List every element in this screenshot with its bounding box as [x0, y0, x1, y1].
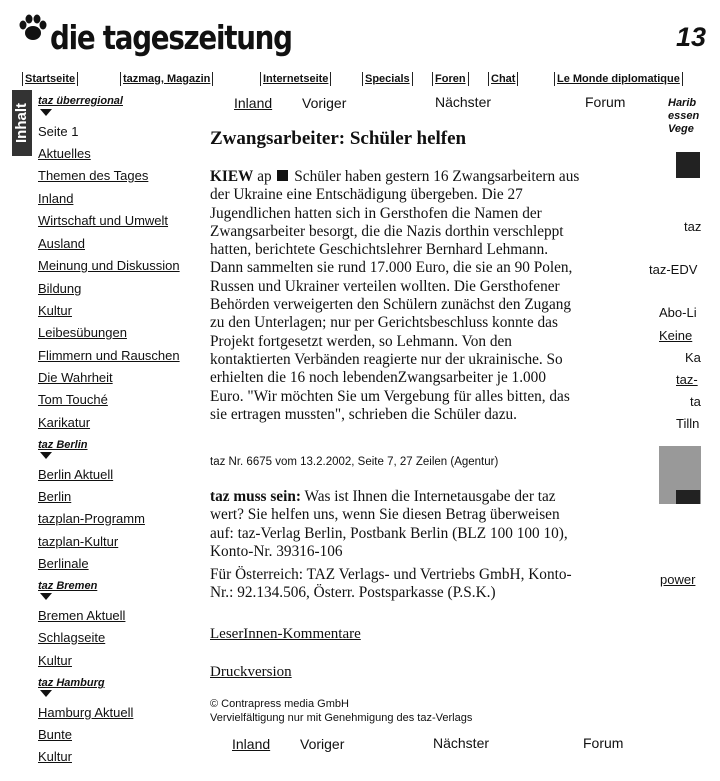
- top-navigation: [18, 72, 718, 90]
- article-body: [210, 168, 620, 424]
- support-austria-line: Nr.: 92.134.506, Österr. Postsparkasse (P.S.K.): [210, 584, 496, 602]
- teaser-line[interactable]: Harib: [668, 97, 697, 109]
- teaser-image[interactable]: [676, 152, 700, 178]
- sidebar-item-berlin[interactable]: Berlin: [38, 489, 72, 504]
- right-link-ta[interactable]: ta: [690, 394, 701, 409]
- sidebar-item-meinung-und-diskussion[interactable]: Meinung und Diskussion: [38, 258, 180, 273]
- sidebar-item-tom-touche[interactable]: Tom Touché: [38, 392, 108, 407]
- sidebar-item-aktuelles[interactable]: Aktuelles: [38, 146, 91, 161]
- nav-next-link[interactable]: Nächster: [435, 94, 492, 110]
- sidebar-item-kultur-bremen[interactable]: Kultur: [38, 653, 72, 668]
- triangle-down-icon: [40, 109, 52, 116]
- topnav-specials[interactable]: Specials: [362, 72, 413, 86]
- section-taz-bremen[interactable]: taz Bremen: [38, 580, 98, 592]
- sidebar-item-flimmern-und-rauschen[interactable]: Flimmern und Rauschen: [38, 348, 180, 363]
- sidebar-item-bunte[interactable]: Bunte: [38, 727, 72, 742]
- topnav-le-monde-diplomatique[interactable]: Le Monde diplomatique: [554, 72, 683, 86]
- article-line: zu den Unterlagen; nur per Gerichtsbeschluss konnte das: [210, 314, 558, 332]
- section-taz-ueberregional[interactable]: taz überregional: [38, 95, 123, 107]
- sidebar-item-berlinale[interactable]: Berlinale: [38, 556, 89, 571]
- agency: ap: [257, 168, 272, 185]
- topnav-tazmag[interactable]: tazmag, Magazin: [120, 72, 213, 86]
- right-link-power[interactable]: power: [660, 572, 696, 587]
- support-box: [210, 488, 620, 561]
- article-line: Jugendlichen hatten sich in Gersthofen die Namen der: [210, 204, 542, 222]
- triangle-down-icon: [40, 593, 52, 600]
- article-line: der Ukraine eine Entschädigung übergeben. Die 27: [210, 186, 523, 204]
- dateline: KIEW: [210, 168, 254, 185]
- right-link-taz-edv[interactable]: taz-EDV: [649, 262, 698, 277]
- support-line: wert? Sie helfen uns, wenn Sie diesen Betrag überweisen: [210, 506, 560, 524]
- support-austria-line: Für Österreich: TAZ Verlags- und Vertriebs GmbH, Konto-: [210, 566, 572, 583]
- nav-previous-link[interactable]: Voriger: [302, 95, 347, 111]
- section-taz-berlin[interactable]: taz Berlin: [38, 439, 88, 451]
- square-bullet-icon: [277, 170, 288, 181]
- topnav-startseite[interactable]: Startseite: [22, 72, 78, 86]
- right-link-tilln[interactable]: Tilln: [676, 416, 700, 431]
- teaser-line[interactable]: essen: [668, 110, 700, 122]
- sidebar-item-schlagseite[interactable]: Schlagseite: [38, 630, 106, 645]
- support-line: auf: taz-Verlag Berlin, Postbank Berlin (BLZ 100 100 10),: [210, 524, 568, 542]
- sidebar-item-wirtschaft-und-umwelt[interactable]: Wirtschaft und Umwelt: [38, 213, 169, 228]
- article-line: Zwangsarbeiter besorgt, die die Nazis dorthin verschleppt: [210, 222, 564, 240]
- sidebar-item-inland[interactable]: Inland: [38, 191, 74, 206]
- article-line: sie ertragen mussten", schrieben die Schüler dazu.: [210, 405, 517, 423]
- right-link-ka[interactable]: Ka: [685, 350, 701, 365]
- article-line: hatten, berichtete Geschichtslehrer Bernhard Lehmann.: [210, 241, 549, 259]
- support-austria: [210, 566, 625, 603]
- nav-previous-link-bottom[interactable]: Voriger: [300, 736, 345, 752]
- right-link-taz-2[interactable]: taz-: [676, 372, 698, 387]
- article-line: Dann sammelten sie rund 17.000 Euro, die sie an 90 Polen,: [210, 259, 573, 277]
- sidebar-item-ausland[interactable]: Ausland: [38, 236, 85, 251]
- sidebar-item-seite-1: Seite 1: [38, 124, 79, 139]
- article-line: Projekt fortgesetzt werden, so Lehmann. Von den: [210, 332, 512, 350]
- article-title: Zwangsarbeiter: Schüler helfen: [210, 128, 467, 149]
- support-line: Konto-Nr. 39316-106: [210, 542, 343, 560]
- sidebar-item-tazplan-kultur[interactable]: tazplan-Kultur: [38, 534, 119, 549]
- sidebar-item-karikatur[interactable]: Karikatur: [38, 415, 91, 430]
- article-line: kontaktierten Verbänden reagierte nur der ukrainische. So: [210, 350, 563, 368]
- ad-image-dark: [676, 490, 700, 504]
- article-line: Schüler haben gestern 16 Zwangsarbeitern aus: [294, 168, 580, 185]
- topnav-foren[interactable]: Foren: [432, 72, 469, 86]
- triangle-down-icon: [40, 690, 52, 697]
- right-link-keine[interactable]: Keine: [659, 328, 693, 343]
- sidebar-item-berlin-aktuell[interactable]: Berlin Aktuell: [38, 467, 114, 482]
- date-fragment: 13: [676, 22, 707, 52]
- support-line: Was ist Ihnen die Internetausgabe der taz: [304, 488, 556, 505]
- right-link-abo[interactable]: Abo-Li: [659, 305, 697, 320]
- comments-link[interactable]: LeserInnen-Kommentare: [210, 626, 361, 642]
- article-line: Behörden verweigerten den Schülern zunächst den Zugang: [210, 296, 572, 314]
- topnav-chat[interactable]: Chat: [488, 72, 518, 86]
- article-line: Russen und Ukrainer verteilen wollten. Die Gersthofener: [210, 277, 560, 295]
- print-version-link[interactable]: Druckversion: [210, 664, 292, 680]
- article-line: erhielten die 16 noch lebendenZwangsarbeiter je 1.000: [210, 369, 546, 387]
- right-link-taz[interactable]: taz: [684, 219, 702, 234]
- support-heading: taz muss sein:: [210, 488, 301, 505]
- copyright-text: © Contrapress media GmbH: [210, 698, 349, 710]
- reproduction-notice: Vervielfältigung nur mit Genehmigung des taz-Verlags: [210, 712, 473, 724]
- sidebar-item-hamburg-aktuell[interactable]: Hamburg Aktuell: [38, 705, 134, 720]
- topnav-internetseite[interactable]: Internetseite: [260, 72, 331, 86]
- sidebar-item-themen-des-tages[interactable]: Themen des Tages: [38, 168, 149, 183]
- sidebar-item-bildung[interactable]: Bildung: [38, 281, 82, 296]
- article-source: taz Nr. 6675 vom 13.2.2002, Seite 7, 27 Zeilen (Agentur): [210, 456, 499, 468]
- sidebar-item-kultur[interactable]: Kultur: [38, 303, 72, 318]
- article-line: Euro. "Wir möchten Sie um Vergebung für alles bitten, das: [210, 387, 570, 405]
- nav-forum-link[interactable]: Forum: [585, 94, 626, 110]
- section-taz-hamburg[interactable]: taz Hamburg: [38, 677, 105, 689]
- teaser-line[interactable]: Vege: [668, 123, 694, 135]
- triangle-down-icon: [40, 452, 52, 459]
- paw-logo-icon: [18, 14, 48, 48]
- sidebar-item-kultur-hamburg[interactable]: Kultur: [38, 749, 72, 764]
- nav-next-link-bottom[interactable]: Nächster: [433, 735, 490, 751]
- nav-inland-link[interactable]: Inland: [234, 95, 273, 111]
- nav-forum-link-bottom[interactable]: Forum: [583, 735, 624, 751]
- nav-inland-link-bottom[interactable]: Inland: [232, 736, 271, 752]
- sidebar-item-bremen-aktuell[interactable]: Bremen Aktuell: [38, 608, 126, 623]
- inhalt-label: Inhalt: [12, 90, 32, 156]
- sidebar-item-die-wahrheit[interactable]: Die Wahrheit: [38, 370, 113, 385]
- sidebar-item-leibesuebungen[interactable]: Leibesübungen: [38, 325, 127, 340]
- site-logo[interactable]: die tageszeitung: [50, 18, 292, 57]
- sidebar-item-tazplan-programm[interactable]: tazplan-Programm: [38, 511, 145, 526]
